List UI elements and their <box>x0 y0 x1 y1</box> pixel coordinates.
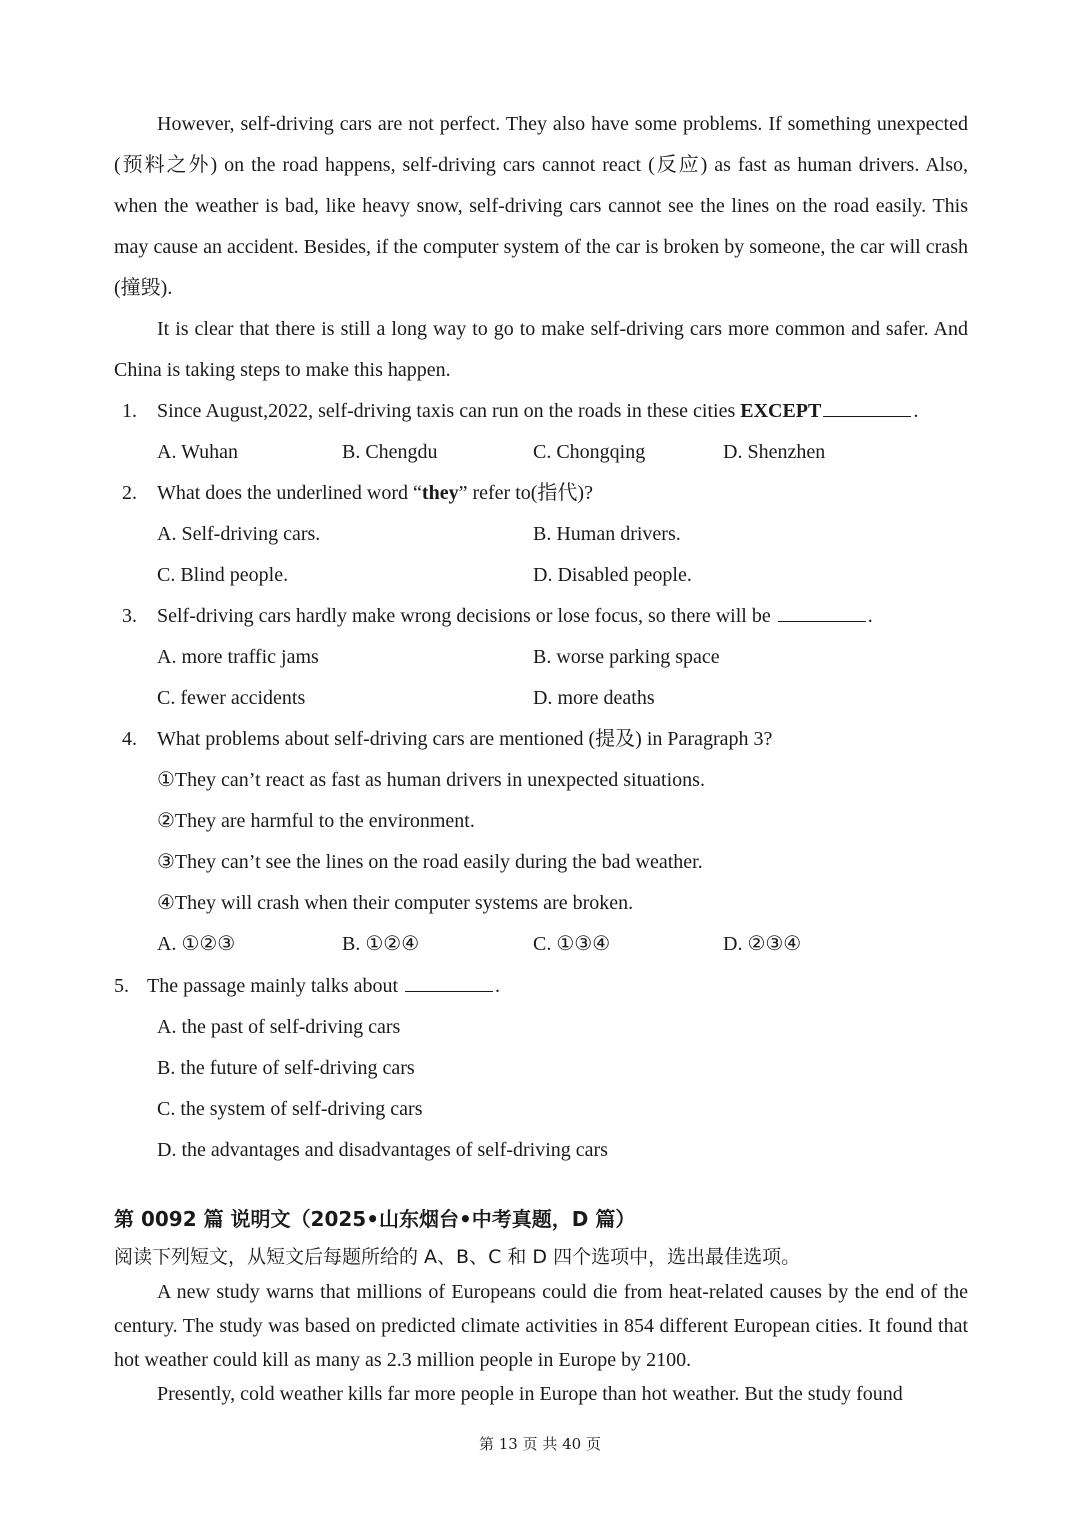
question-text: The passage mainly talks about <box>147 975 404 997</box>
passage-paragraph-4 <box>114 309 968 391</box>
question-number: 1. <box>122 400 137 422</box>
question-5-option-b: B. the future of self-driving cars <box>157 1057 415 1079</box>
question-text-end: . <box>867 605 873 627</box>
new-passage-paragraph-1-text: A new study warns that millions of Europeans could die from heat-related causes by the end of the century. The study was based on predicted climate activities in 854 different European cities. It found that hot weather could kill as many as 2.3 million people in Europe by 2100. <box>114 1281 968 1371</box>
question-text: What problems about self-driving cars are mentioned (提及) in Paragraph 3? <box>157 728 773 750</box>
question-4-option-b: B. ①②④ <box>342 933 420 955</box>
new-passage-paragraph-2 <box>114 1377 968 1411</box>
question-emphasis: EXCEPT <box>740 400 822 422</box>
question-number: 3. <box>122 605 137 627</box>
passage-paragraph-3-text: However, self-driving cars are not perfect. They also have some problems. If something unexpected (预料之外) on the road happens, self-driving cars cannot react (反应) as fast as human drivers. Also, when the weather is bad, like heavy snow, self-driving cars cannot see the lines on the road easily. This may cause an accident. Besides, if the computer system of the car is broken by someone, the car will crash (撞毁). <box>114 113 968 299</box>
question-text-end: . <box>913 400 919 422</box>
question-4-statement-2: ②They are harmful to the environment. <box>157 810 475 832</box>
answer-blank <box>778 605 866 622</box>
question-3-option-b: B. worse parking space <box>533 646 720 668</box>
question-3-option-a: A. more traffic jams <box>157 646 319 668</box>
question-text: Since August,2022, self-driving taxis can run on the roads in these cities <box>157 400 741 422</box>
question-3-stem <box>122 596 873 637</box>
question-4-statement-4: ④They will crash when their computer systems are broken. <box>157 892 634 914</box>
question-text-end: ” refer to(指代)? <box>458 482 593 504</box>
question-text: What does the underlined word “ <box>157 482 422 504</box>
question-number: 4. <box>122 728 137 750</box>
section-instruction-text: 阅读下列短文，从短文后每题所给的 A、B、C 和 D 四个选项中，选出最佳选项。 <box>114 1246 801 1268</box>
question-4-option-c: C. ①③④ <box>533 933 611 955</box>
section-title: 第 0092 篇 说明文（2025•山东烟台•中考真题，D 篇） <box>114 1207 636 1231</box>
question-1-option-c: C. Chongqing <box>533 441 646 463</box>
question-1-option-b: B. Chengdu <box>342 441 438 463</box>
passage-paragraph-3 <box>114 104 968 309</box>
section-instruction <box>114 1240 968 1274</box>
question-1-stem <box>122 391 918 432</box>
question-5-option-c: C. the system of self-driving cars <box>157 1098 423 1120</box>
question-2-option-c: C. Blind people. <box>157 564 289 586</box>
question-2-option-a: A. Self-driving cars. <box>157 523 321 545</box>
question-4-stem <box>122 719 772 760</box>
question-1-option-a: A. Wuhan <box>157 441 239 463</box>
question-4-statement-1: ①They can’t react as fast as human drivers in unexpected situations. <box>157 769 705 791</box>
question-5-stem <box>114 966 500 1007</box>
new-passage-paragraph-1 <box>114 1275 968 1377</box>
question-number: 5. <box>114 975 129 997</box>
page-number: 第 13 页 共 40 页 <box>478 1435 601 1453</box>
question-4-option-d: D. ②③④ <box>723 933 802 955</box>
question-number: 2. <box>122 482 137 504</box>
answer-blank <box>405 975 493 992</box>
question-2-stem <box>122 473 593 514</box>
question-text-end: . <box>495 975 501 997</box>
question-3-option-d: D. more deaths <box>533 687 655 709</box>
question-1-option-d: D. Shenzhen <box>723 441 826 463</box>
new-passage-paragraph-2-text: Presently, cold weather kills far more people in Europe than hot weather. But the study found <box>157 1383 903 1405</box>
question-4-statement-3: ③They can’t see the lines on the road easily during the bad weather. <box>157 851 703 873</box>
answer-blank <box>823 400 911 417</box>
question-3-option-c: C. fewer accidents <box>157 687 306 709</box>
question-4-option-a: A. ①②③ <box>157 933 236 955</box>
question-text: Self-driving cars hardly make wrong decisions or lose focus, so there will be <box>157 605 776 627</box>
question-emphasis: they <box>421 482 459 504</box>
passage-paragraph-4-text: It is clear that there is still a long way to go to make self-driving cars more common and safer. And China is taking steps to make this happen. <box>114 318 968 381</box>
question-2-option-b: B. Human drivers. <box>533 523 681 545</box>
question-2-option-d: D. Disabled people. <box>533 564 692 586</box>
question-5-option-a: A. the past of self-driving cars <box>157 1016 401 1038</box>
question-5-option-d: D. the advantages and disadvantages of self-driving cars <box>157 1139 608 1161</box>
